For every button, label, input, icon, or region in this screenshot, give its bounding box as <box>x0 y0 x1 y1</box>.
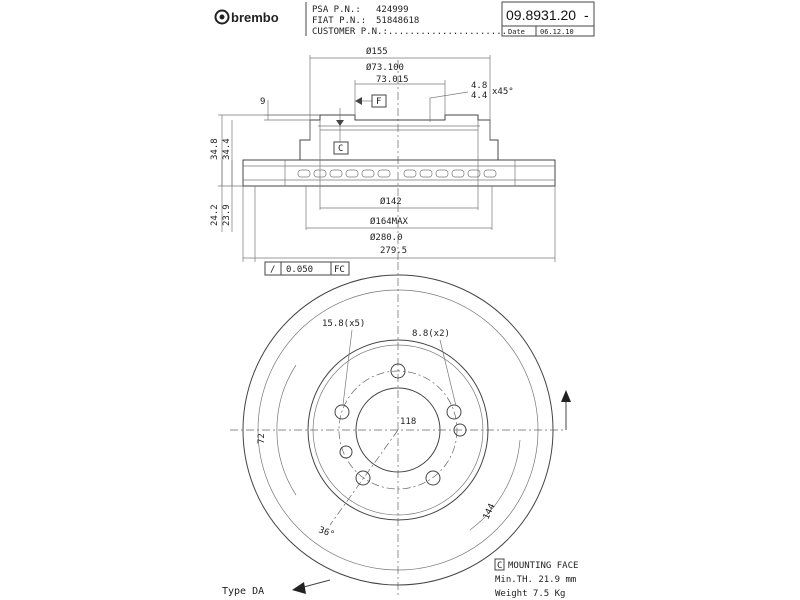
dim-34-8: 34.8 <box>210 138 220 160</box>
mounting-face-label: MOUNTING FACE <box>508 561 579 571</box>
weight: Weight 7.5 Kg <box>495 589 566 599</box>
tolerance-ref: FC <box>334 265 345 275</box>
dim-24-2: 24.2 <box>210 204 220 226</box>
min-thickness: Min.TH. 21.9 mm <box>495 575 577 585</box>
dim-4-8: 4.8 <box>471 81 488 91</box>
brand-name: brembo <box>231 10 279 25</box>
datum-f-label: F <box>376 97 382 107</box>
datum-c-label: C <box>338 144 344 154</box>
brembo-logo <box>216 10 279 25</box>
tolerance-value: 0.050 <box>286 265 314 275</box>
dim-118: 118 <box>400 417 417 427</box>
fiat-label: FIAT P.N.: <box>312 16 367 26</box>
dim-142: Ø142 <box>380 197 402 207</box>
bolt-hole-label: 15.8(x5) <box>322 319 366 329</box>
angle-36: 36° <box>316 525 336 541</box>
dim-45deg: x45° <box>492 87 514 97</box>
dim-144: 144 <box>481 502 498 522</box>
dim-72: 72 <box>257 433 267 444</box>
fiat-value: 51848618 <box>376 16 420 26</box>
tolerance-symbol: / <box>270 265 276 275</box>
type-label: Type DA <box>222 586 265 597</box>
dim-279-5: 279.5 <box>380 246 408 256</box>
date-value: 06.12.10 <box>540 28 574 36</box>
dim-73-100: Ø73.100 <box>366 63 404 73</box>
psa-label: PSA P.N.: <box>312 5 361 15</box>
dim-23-9: 23.9 <box>222 204 232 226</box>
front-view <box>230 262 571 598</box>
dim-4-4: 4.4 <box>471 91 488 101</box>
part-number: 09.8931.20 <box>506 7 577 23</box>
dim-73-015: 73.015 <box>376 75 409 85</box>
dim-9: 9 <box>260 97 266 107</box>
psa-value: 424999 <box>376 5 409 15</box>
date-label: Date <box>508 28 525 36</box>
customer-label: CUSTOMER P.N.:...................... <box>312 27 508 37</box>
pin-hole-label: 8.8(x2) <box>412 329 450 339</box>
dim-155: Ø155 <box>366 47 388 57</box>
dim-34-4: 34.4 <box>222 138 232 160</box>
dim-280-0: Ø280.0 <box>370 233 403 243</box>
dim-164max: Ø164MAX <box>370 217 408 227</box>
mounting-face-c: C <box>497 561 503 571</box>
part-suffix: - <box>584 7 589 23</box>
